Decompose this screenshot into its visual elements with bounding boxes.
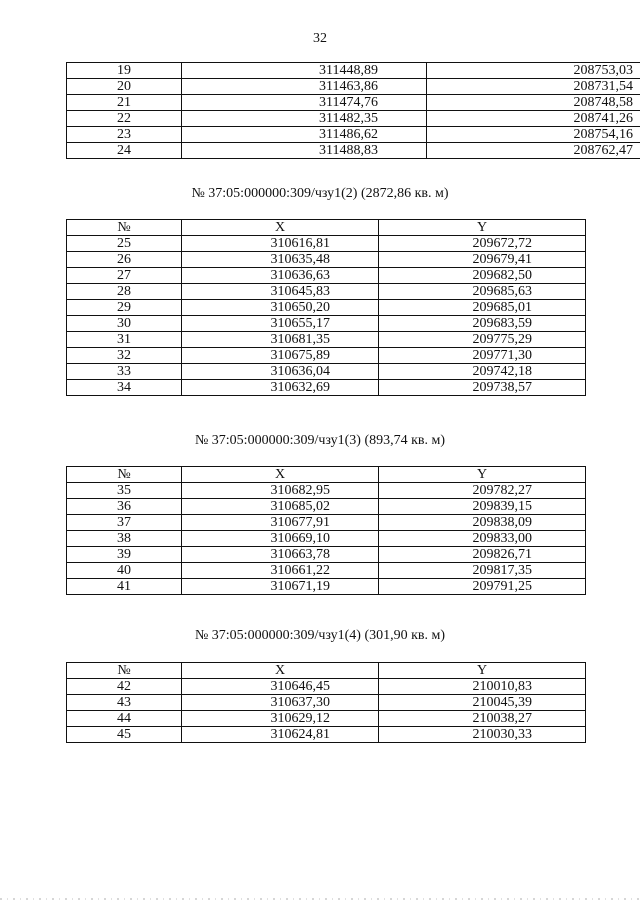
point-number: 39 (67, 547, 182, 563)
point-number: 29 (67, 300, 182, 316)
coord-y: 210045,39 (379, 695, 586, 711)
coord-x: 310675,89 (182, 348, 379, 364)
table-row (67, 515, 586, 531)
table-row (67, 727, 586, 743)
coord-x: 311474,76 (182, 95, 427, 111)
point-number: 31 (67, 332, 182, 348)
point-number: 34 (67, 380, 182, 396)
coord-y: 210010,83 (379, 679, 586, 695)
coord-x: 310681,35 (182, 332, 379, 348)
coord-y: 210030,33 (379, 727, 586, 743)
coord-y: 209838,09 (379, 515, 586, 531)
point-number: 37 (67, 515, 182, 531)
section-title: № 37:05:000000:309/чзу1(4) (301,90 кв. м) (194, 628, 446, 643)
coord-x: 310645,83 (182, 284, 379, 300)
coord-y: 209839,15 (379, 499, 586, 515)
coord-y: 209817,35 (379, 563, 586, 579)
coord-x: 310669,10 (182, 531, 379, 547)
point-number: 20 (67, 79, 182, 95)
table-row (67, 332, 586, 348)
coord-x: 310671,19 (182, 579, 379, 595)
coord-x: 311463,86 (182, 79, 427, 95)
point-number: 27 (67, 268, 182, 284)
coord-x: 310629,12 (182, 711, 379, 727)
coord-x: 310616,81 (182, 236, 379, 252)
coord-x: 310682,95 (182, 483, 379, 499)
point-number: 24 (67, 143, 182, 159)
coord-y: 209685,63 (379, 284, 586, 300)
coord-x: 310636,63 (182, 268, 379, 284)
column-header-number: № (67, 663, 182, 679)
table-row (67, 95, 640, 111)
coord-y: 208754,16 (427, 127, 640, 143)
coord-x: 310635,48 (182, 252, 379, 268)
coord-y: 208741,26 (427, 111, 640, 127)
table-header-row (67, 467, 586, 483)
point-number: 42 (67, 679, 182, 695)
table-header-row (67, 220, 586, 236)
coordinates-table-continued (66, 62, 640, 159)
point-number: 43 (67, 695, 182, 711)
page-number: 32 (313, 31, 327, 46)
coord-y: 209683,59 (379, 316, 586, 332)
coord-y: 208731,54 (427, 79, 640, 95)
column-header-x: X (182, 220, 379, 236)
coord-x: 310661,22 (182, 563, 379, 579)
table-row (67, 364, 586, 380)
coord-x: 310632,69 (182, 380, 379, 396)
point-number: 25 (67, 236, 182, 252)
coord-x: 311482,35 (182, 111, 427, 127)
coord-y: 209791,25 (379, 579, 586, 595)
point-number: 23 (67, 127, 182, 143)
section-title: № 37:05:000000:309/чзу1(3) (893,74 кв. м) (194, 433, 446, 448)
table-row (67, 483, 586, 499)
coord-x: 311486,62 (182, 127, 427, 143)
table-row (67, 284, 586, 300)
coord-y: 208762,47 (427, 143, 640, 159)
coord-y: 209742,18 (379, 364, 586, 380)
coord-x: 310655,17 (182, 316, 379, 332)
point-number: 28 (67, 284, 182, 300)
coord-y: 210038,27 (379, 711, 586, 727)
coord-y: 208748,58 (427, 95, 640, 111)
coord-x: 310663,78 (182, 547, 379, 563)
point-number: 26 (67, 252, 182, 268)
coord-y: 209682,50 (379, 268, 586, 284)
column-header-x: X (182, 663, 379, 679)
table-row (67, 380, 586, 396)
point-number: 44 (67, 711, 182, 727)
coordinates-table (66, 662, 586, 743)
coord-x: 310677,91 (182, 515, 379, 531)
coord-y: 209775,29 (379, 332, 586, 348)
table-row (67, 127, 640, 143)
coord-x: 310650,20 (182, 300, 379, 316)
table-row (67, 236, 586, 252)
column-header-y: Y (379, 220, 586, 236)
coord-x: 310637,30 (182, 695, 379, 711)
point-number: 30 (67, 316, 182, 332)
coord-y: 209738,57 (379, 380, 586, 396)
point-number: 45 (67, 727, 182, 743)
column-header-y: Y (379, 467, 586, 483)
table-row (67, 531, 586, 547)
coord-x: 311448,89 (182, 63, 427, 79)
section-title: № 37:05:000000:309/чзу1(2) (2872,86 кв. м) (191, 186, 449, 201)
coord-x: 310624,81 (182, 727, 379, 743)
point-number: 38 (67, 531, 182, 547)
coord-y: 209782,27 (379, 483, 586, 499)
coord-y: 208753,03 (427, 63, 640, 79)
table-row (67, 563, 586, 579)
coord-x: 310685,02 (182, 499, 379, 515)
point-number: 33 (67, 364, 182, 380)
table-row (67, 111, 640, 127)
column-header-y: Y (379, 663, 586, 679)
table-row (67, 268, 586, 284)
point-number: 21 (67, 95, 182, 111)
table-row (67, 679, 586, 695)
table-row (67, 547, 586, 563)
table-row (67, 300, 586, 316)
scan-artifact-line (0, 898, 640, 900)
coord-x: 310646,45 (182, 679, 379, 695)
table-row (67, 252, 586, 268)
point-number: 32 (67, 348, 182, 364)
table-row (67, 316, 586, 332)
coord-y: 209833,00 (379, 531, 586, 547)
table-row (67, 499, 586, 515)
table-row (67, 143, 640, 159)
coord-x: 310636,04 (182, 364, 379, 380)
coordinates-table (66, 219, 586, 396)
table-row (67, 348, 586, 364)
point-number: 36 (67, 499, 182, 515)
coord-y: 209826,71 (379, 547, 586, 563)
coordinates-table (66, 466, 586, 595)
point-number: 40 (67, 563, 182, 579)
column-header-number: № (67, 220, 182, 236)
point-number: 19 (67, 63, 182, 79)
table-header-row (67, 663, 586, 679)
point-number: 35 (67, 483, 182, 499)
column-header-x: X (182, 467, 379, 483)
table-row (67, 63, 640, 79)
coord-y: 209672,72 (379, 236, 586, 252)
table-row (67, 579, 586, 595)
coord-y: 209771,30 (379, 348, 586, 364)
table-row (67, 711, 586, 727)
table-row (67, 79, 640, 95)
column-header-number: № (67, 467, 182, 483)
point-number: 41 (67, 579, 182, 595)
coord-y: 209685,01 (379, 300, 586, 316)
coord-y: 209679,41 (379, 252, 586, 268)
point-number: 22 (67, 111, 182, 127)
coord-x: 311488,83 (182, 143, 427, 159)
table-row (67, 695, 586, 711)
